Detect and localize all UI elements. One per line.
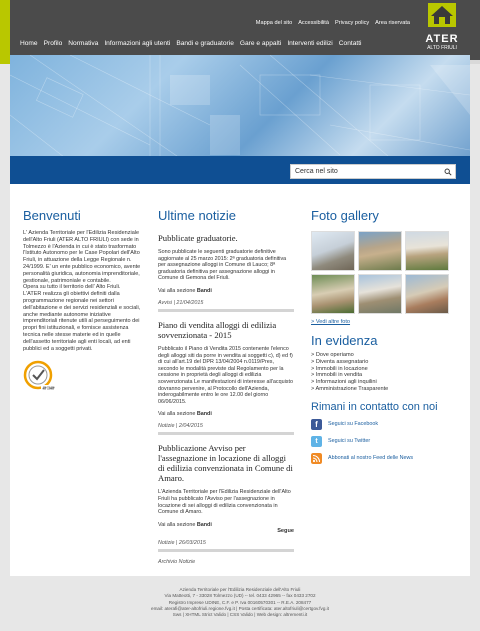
nav-item-bandi[interactable]: Bandi e graduatorie xyxy=(176,40,234,47)
util-link-privacy[interactable]: Privacy policy xyxy=(334,20,370,26)
news-section-link[interactable]: Bandi xyxy=(196,411,212,418)
search-placeholder: Cerca nel sito xyxy=(295,168,338,175)
gallery-thumbnail[interactable] xyxy=(311,274,355,314)
search-icon[interactable] xyxy=(444,168,452,176)
twitter-label: Seguici su Twitter xyxy=(328,438,371,445)
nav-item-informazioni[interactable]: Informazioni agli utenti xyxy=(104,40,171,47)
nav-item-gare[interactable]: Gare e appalti xyxy=(239,40,282,47)
facebook-label: Seguici su Facebook xyxy=(328,421,379,428)
evidenza-list xyxy=(311,352,461,393)
photo-gallery xyxy=(311,231,461,314)
news-item-title[interactable]: Pubblicazione Avviso per l'assegnazione in locazione di alloggi di edilizia convenzionata in Comune di Amaro. xyxy=(158,443,293,484)
evidenza-item[interactable]: > Immobili in locazione xyxy=(311,365,368,372)
util-link-accessibilita[interactable]: Accessibilità xyxy=(298,20,329,26)
news-item-body: Sono pubblicate le seguenti graduatorie definitive aggiornate al 25 marzo 2015: 2ª graduatoria definitiva per assegnazione alloggi in Comune di Lauco; 8ª graduatoria definitiva per assegnazione alloggi in Comune di Gemona del Friuli. xyxy=(158,249,287,282)
utility-nav xyxy=(256,20,410,26)
footer-line-4: email: aterafi@ater-altofriuli.regione.fvg.it | Posta certificata: ater.altofriuli@certgov.fvg.it xyxy=(151,605,329,611)
evidenza-title: In evidenza xyxy=(311,333,378,348)
welcome-text xyxy=(23,230,141,352)
search-strip xyxy=(10,156,470,184)
evidenza-item[interactable]: > Dove operiamo xyxy=(311,352,354,358)
gallery-thumbnail[interactable] xyxy=(405,231,449,271)
news-section-prefix: Vai alla sezione xyxy=(158,287,196,294)
ater-logo[interactable] xyxy=(422,3,462,55)
rss-icon xyxy=(311,453,322,464)
content-panel xyxy=(10,184,470,576)
footer-line-1: Azienda Territoriale per l'Edilizia Residenziale dell'Alto Friuli xyxy=(179,587,301,592)
nav-item-interventi[interactable]: Interventi edilizi xyxy=(287,40,333,47)
news-item-body: Pubblicato il Piano di Vendita 2015 contenente l'elenco degli alloggi siti da porre in vendita ai soggetti c), d) ed f) di cui all'art.19 del DPR 13/04/2004 n.0119/Pres, secondo le modalità previste dal Regolamento per la cessione in proprietà degli alloggi di edilizia sovvenzionata Le manifestazioni di interesse all'acquisto dovranno pervenire, al Protocollo dell'Azienda, inderogabilmente entro le ore 12.00 del giorno 06/06/2015. xyxy=(158,345,293,405)
header-accent xyxy=(0,0,10,64)
news-item-title[interactable]: Piano di vendita alloggi di edilizia sovvenzionata - 2015 xyxy=(158,319,277,340)
gallery-thumbnail[interactable] xyxy=(405,274,449,314)
twitter-link[interactable] xyxy=(311,436,461,447)
news-item-date: Notizie | 2/04/2015 xyxy=(158,423,294,435)
footer-line-3: Registro Imprese UDINE, C.F. e P. Iva 00160570301 -- R.E.A. 208477 xyxy=(168,599,312,605)
evidenza-item[interactable]: > Informazioni agli inquilini xyxy=(311,379,377,386)
news-item xyxy=(158,320,294,435)
welcome-column xyxy=(23,208,141,399)
sgs-certification-badge-icon xyxy=(23,360,57,394)
evidenza-item[interactable]: > Immobili in vendita xyxy=(311,372,363,379)
news-title: Ultime notizie xyxy=(158,208,237,223)
news-item xyxy=(158,443,294,551)
news-section-prefix: Vai alla sezione xyxy=(158,521,196,528)
news-section-prefix: Vai alla sezione xyxy=(158,411,196,418)
news-item-title[interactable]: Pubblicate graduatorie. xyxy=(158,233,238,243)
main-nav xyxy=(20,40,362,47)
gallery-thumbnail[interactable] xyxy=(358,231,402,271)
gallery-thumbnail[interactable] xyxy=(311,231,355,271)
welcome-paragraph-1: L' Azienda Territoriale per l'Edilizia Residenziale dell'Alto Friuli (ATER ALTO FRIULI) con sede in Tolmezzo è l'Azienda in cui è stato trasformato l'Istituto Autonomo per le Case Popolari dell'Alto Friuli, in attuazione della Legge Regionale n. 24/1999. E' un ente pubblico economico, avente personalità giuridica, autonomia imprenditoriale, gestionale, patrimoniale e contabile. xyxy=(23,230,141,284)
nav-item-home[interactable]: Home xyxy=(20,40,38,47)
news-item-date: Avvisi | 21/04/2015 xyxy=(158,300,294,312)
evidenza-item[interactable]: > Amministrazione Trasparente xyxy=(311,385,389,392)
facebook-icon: f xyxy=(311,419,322,430)
footer-line-5: Sws | XHTML Strict Valido | CSS Valido | Web design: altrementi.it xyxy=(172,612,308,618)
sidebar-column xyxy=(311,208,461,464)
welcome-paragraph-2: Opera su tutto il territorio dell' Alto Friuli. xyxy=(23,284,121,291)
news-section-link[interactable]: Bandi xyxy=(196,287,212,294)
news-item-section xyxy=(158,411,294,417)
news-item xyxy=(158,233,294,312)
util-link-area-riservata[interactable]: Area riservata xyxy=(375,20,410,26)
rss-feed-link[interactable] xyxy=(311,453,461,464)
facebook-link[interactable] xyxy=(311,419,461,430)
archive-link[interactable]: Archivio Notizie xyxy=(158,558,196,565)
evidenza-item[interactable]: > Diventa assegnatario xyxy=(311,358,369,365)
welcome-title: Benvenuti xyxy=(23,208,81,223)
news-section-link[interactable]: Bandi xyxy=(196,521,212,528)
nav-item-contatti[interactable]: Contatti xyxy=(338,40,362,47)
footer xyxy=(0,576,480,631)
nav-item-profilo[interactable]: Profilo xyxy=(43,40,63,47)
segue-link[interactable]: Segue xyxy=(277,527,294,534)
news-column xyxy=(158,208,294,565)
rss-feed-label: Abbonati al nostro Feed delle News xyxy=(328,455,414,462)
contatto-title: Rimani in contatto con noi xyxy=(311,400,438,413)
search-input[interactable] xyxy=(290,164,456,179)
house-logo-icon xyxy=(428,3,456,27)
logo-name: ATER xyxy=(425,33,459,45)
gallery-title: Foto gallery xyxy=(311,208,379,223)
logo-subtitle: ALTO FRIULI xyxy=(427,45,457,51)
footer-line-2: Via Matteotti, 7 - 33028 Tolmezzo (UD) -- tel. 0433 42965 -- fax 0433 2702 xyxy=(164,593,316,599)
nav-item-normativa[interactable]: Normativa xyxy=(68,40,99,47)
news-item-body: L'Azienda Territoriale per l'Edilizia Residenziale dell'Alto Friuli ha pubblicato l'Avviso per l'assegnazione in locazione di sei alloggi di edilizia convenzionata in Comune di Amaro. xyxy=(158,489,291,516)
more-photos-link[interactable]: > Vedi altre foto xyxy=(311,319,351,325)
twitter-icon: t xyxy=(311,436,322,447)
news-item-date: Notizie | 26/03/2015 xyxy=(158,540,294,552)
welcome-paragraph-3: L'ATER realizza gli obiettivi definiti dalla programmazione regionale nei settori dell'abitazione e dei servizi residenziali e sociali, anche mediante autonome iniziative imprenditoriali ritenute utili al perseguimento dei propri fini istituzionali, e fornisce assistenza tecnica nelle stesse materie ed in quelle dell'assetto territoriale agli enti locali, ad enti pubblici ed a soggetti privati. xyxy=(23,291,141,352)
news-item-section xyxy=(158,288,294,294)
util-link-mappa[interactable]: Mappa del sito xyxy=(255,20,293,26)
gallery-thumbnail[interactable] xyxy=(358,274,402,314)
